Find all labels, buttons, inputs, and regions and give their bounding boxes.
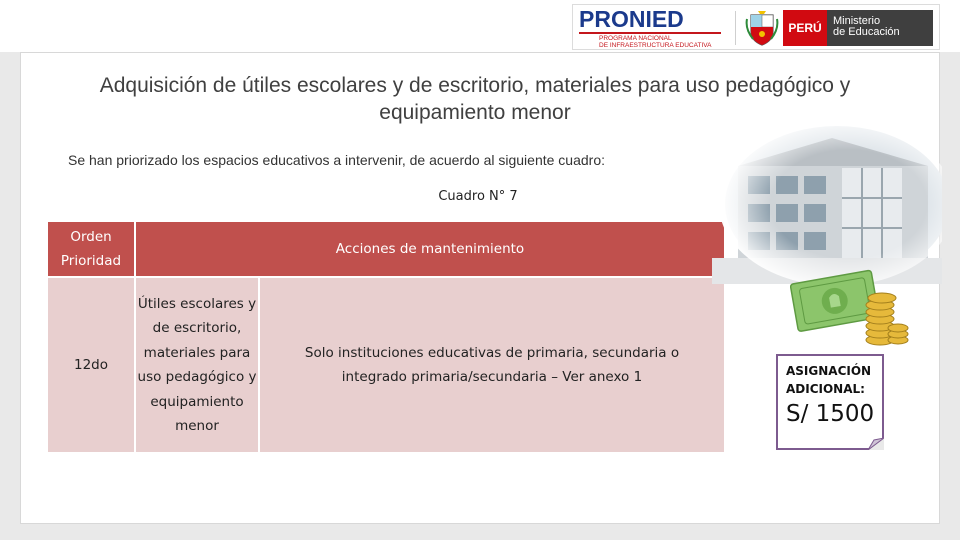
ministry-label bbox=[827, 10, 933, 46]
ministry-banner bbox=[783, 10, 933, 46]
assignment-amount: S/ 1500 bbox=[786, 401, 875, 427]
cell-item: Útiles escolares y de escritorio, materiales para uso pedagógico y equipamiento menor bbox=[136, 278, 258, 452]
pronied-subtitle-2: DE INFRAESTRUCTURA EDUCATIVA bbox=[599, 42, 712, 49]
table-caption: Cuadro N° 7 bbox=[438, 189, 518, 204]
intro-text: Se han priorizado los espacios educativos a intervenir, de acuerdo al siguiente cuadro: bbox=[68, 152, 605, 168]
money-cash-icon bbox=[790, 262, 910, 350]
logo-divider bbox=[735, 11, 736, 45]
pronied-logo bbox=[579, 7, 729, 49]
school-building-image bbox=[712, 124, 942, 284]
pronied-logo-rule bbox=[579, 32, 721, 34]
header-priority: Orden Prioridad bbox=[48, 222, 134, 276]
institution-logos bbox=[572, 4, 940, 50]
folded-corner-icon bbox=[868, 438, 884, 450]
ministry-line-2: de Educación bbox=[833, 26, 900, 38]
cell-scope: Solo instituciones educativas de primaria, secundaria o integrado primaria/secundaria – Ver anexo 1 bbox=[260, 278, 724, 452]
pronied-subtitle-1: PROGRAMA NACIONAL bbox=[599, 35, 672, 42]
assignment-label: ASIGNACIÓN ADICIONAL: bbox=[786, 364, 872, 396]
header-actions: Acciones de mantenimiento bbox=[136, 222, 724, 276]
slide-title: Adquisición de útiles escolares y de escritorio, materiales para uso pedagógico y equipamiento menor bbox=[99, 74, 851, 124]
peru-shield-icon bbox=[745, 9, 779, 47]
cell-priority: 12do bbox=[48, 278, 134, 452]
assignment-note bbox=[776, 354, 884, 450]
peru-label: PERÚ bbox=[783, 10, 827, 46]
pronied-logo-text: PRONIED bbox=[579, 6, 684, 32]
ministry-line-1: Ministerio bbox=[833, 15, 881, 27]
